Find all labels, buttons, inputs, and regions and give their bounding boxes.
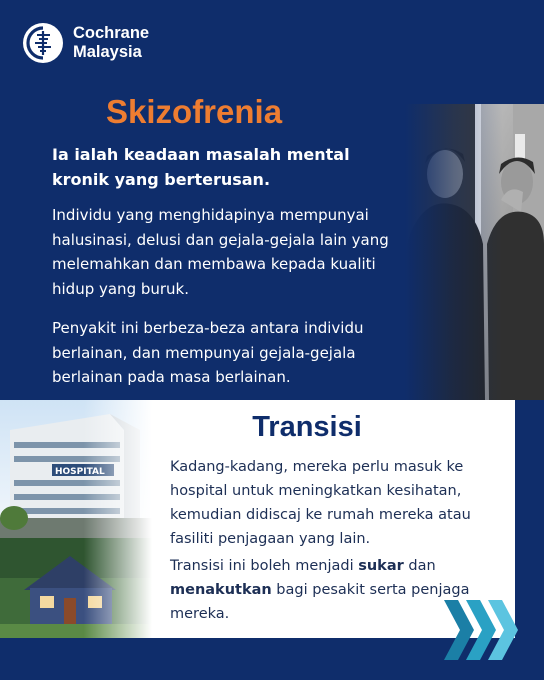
transisi-paragraph-2: [170, 554, 470, 626]
hospital-and-house-photo: [0, 400, 152, 638]
brand-line-2: Malaysia: [73, 43, 142, 61]
transisi-text-part-3: bagi pesakit serta penjaga mereka.: [170, 582, 470, 622]
emphasis-sukar: sukar: [358, 558, 404, 574]
description-paragraph-2: Penyakit ini berbeza-beza antara individu berlainan, dan mempunyai gejala-gejala berlainan pada masa berlainan.: [52, 319, 364, 386]
description-paragraph-1: Individu yang menghidapinya mempunyai halusinasi, delusi dan gejala-gejala lain yang melemahkan dan membawa kepada kualiti hidup yang buruk.: [52, 206, 389, 298]
transisi-text-part-1: Transisi ini boleh menjadi: [170, 558, 359, 574]
subtitle: Ia ialah keadaan masalah mental kronik yang berterusan.: [52, 145, 350, 189]
transisi-paragraph-1: Kadang-kadang, mereka perlu masuk ke hospital untuk meningkatkan kesihatan, kemudian didiscaj ke rumah mereka atau fasiliti penjagaan yang lain.: [170, 459, 471, 547]
woman-mirror-photo: [405, 104, 544, 400]
emphasis-menakutkan: menakutkan: [170, 582, 272, 598]
transisi-text-part-2: dan: [403, 558, 436, 574]
cochrane-logo-icon: [22, 22, 64, 64]
brand-name: [73, 24, 149, 62]
title-skizofrenia: Skizofrenia: [106, 93, 283, 130]
cochrane-logo: [22, 22, 149, 64]
title-transisi: Transisi: [252, 411, 362, 443]
triple-chevron-right-icon: [444, 600, 520, 660]
brand-line-1: Cochrane: [73, 24, 150, 42]
